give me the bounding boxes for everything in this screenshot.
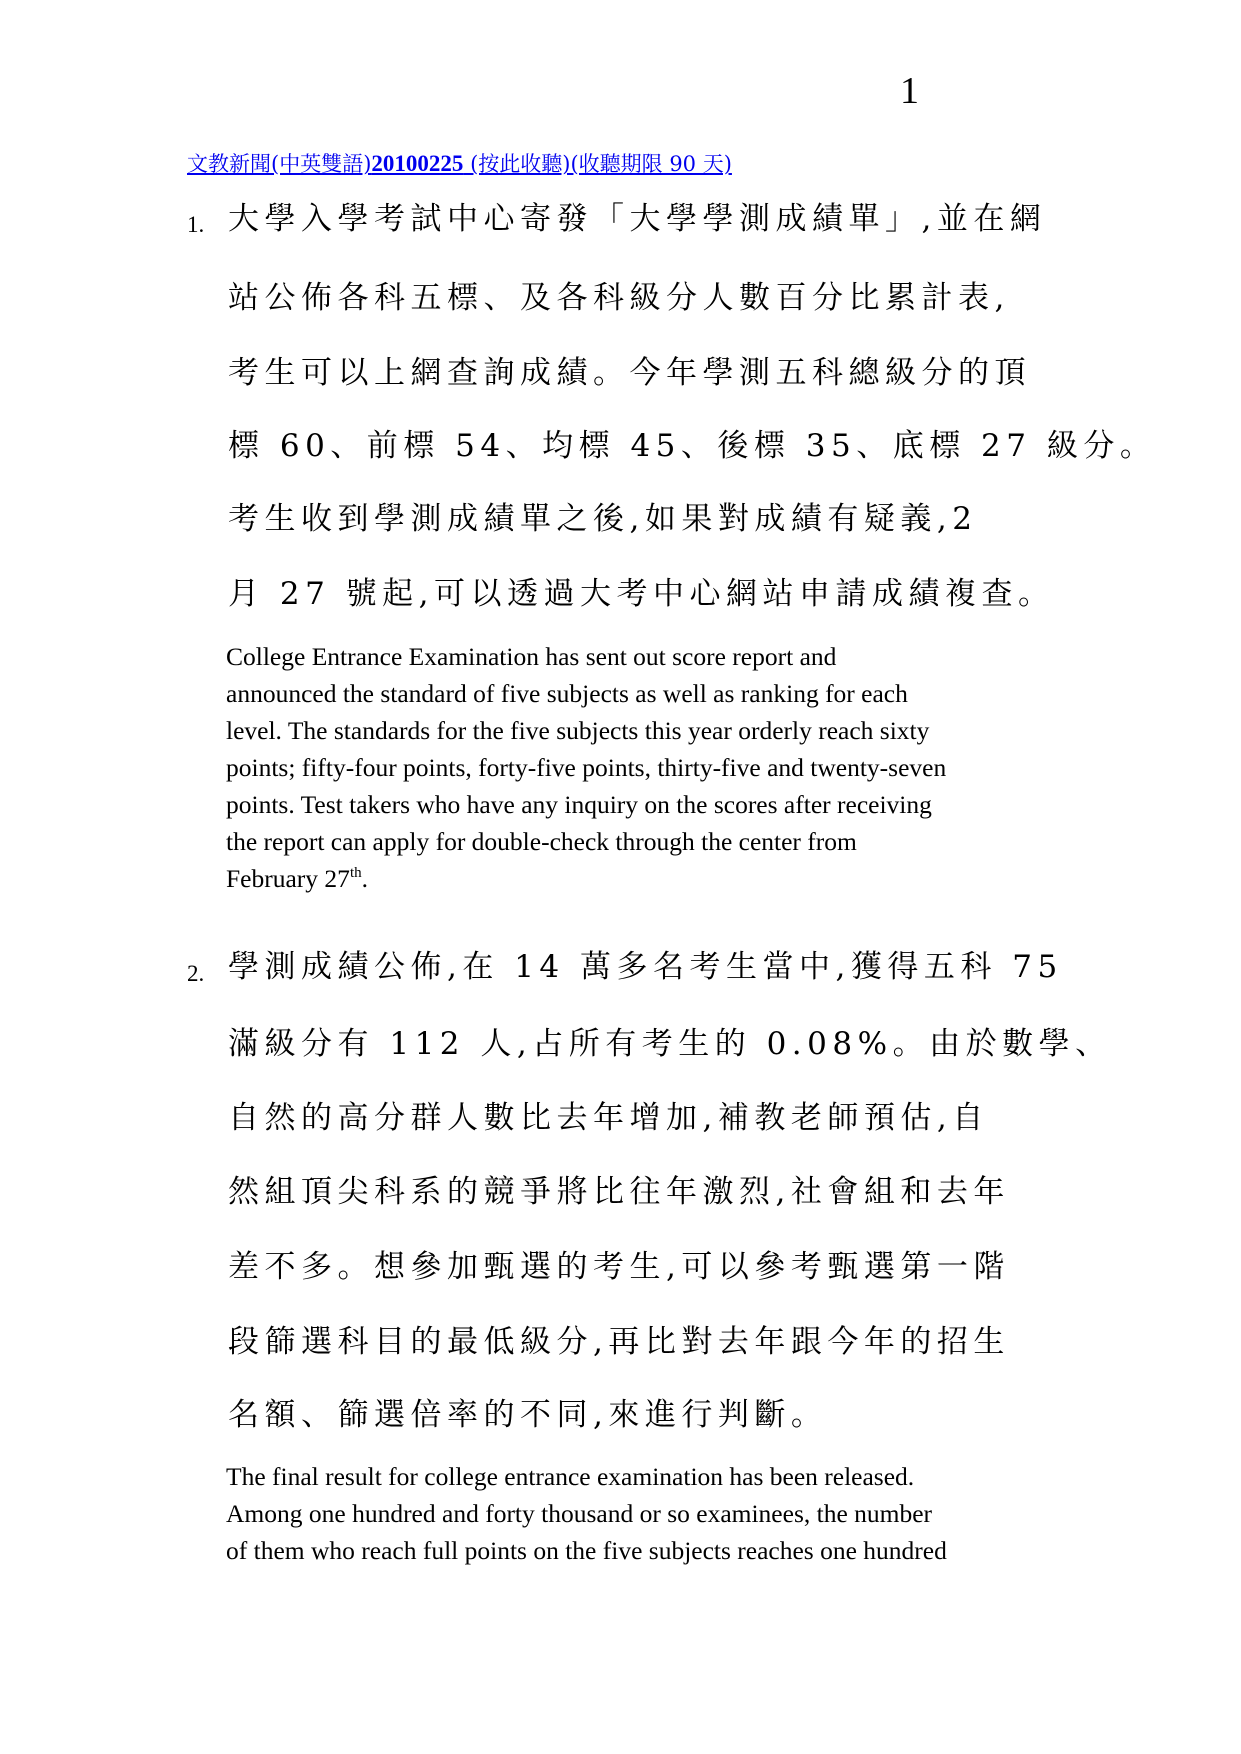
news-audio-link[interactable] bbox=[187, 150, 732, 178]
en-paragraph-line: points; fifty-four points, forty-five points, thirty-five and twenty-seven bbox=[226, 753, 947, 782]
header-link-prefix: 文教新聞(中英雙語) bbox=[187, 152, 372, 176]
zh-paragraph-line: 差不多。想參加甄選的考生,可以參考甄選第一階 bbox=[228, 1249, 1010, 1285]
en-paragraph-line: of them who reach full points on the five subjects reaches one hundred bbox=[226, 1536, 947, 1565]
en-paragraph-line: level. The standards for the five subjects this year orderly reach sixty bbox=[226, 716, 930, 745]
zh-paragraph-line: 滿級分有 112 人,占所有考生的 0.08%。由於數學、 bbox=[228, 1026, 1112, 1062]
zh-paragraph-line: 自然的高分群人數比去年增加,補教老師預估,自 bbox=[228, 1100, 989, 1136]
en-paragraph-line: points. Test takers who have any inquiry on the scores after receiving bbox=[226, 790, 932, 819]
item-number: 2. bbox=[187, 961, 205, 986]
header-link-date: 20100225 bbox=[371, 151, 464, 176]
zh-paragraph-line: 標 60、前標 54、均標 45、後標 35、底標 27 級分。 bbox=[228, 428, 1157, 464]
zh-paragraph-line: 月 27 號起,可以透過大考中心網站申請成績複查。 bbox=[228, 576, 1055, 612]
zh-paragraph-line: 學測成績公佈,在 14 萬多名考生當中,獲得五科 75 bbox=[228, 949, 1063, 985]
zh-paragraph-line: 大學入學考試中心寄發「大學學測成績單」,並在網 bbox=[228, 201, 1047, 237]
en-text: February 27 bbox=[226, 864, 350, 893]
en-text-tail: . bbox=[361, 864, 368, 893]
en-paragraph-last-line bbox=[226, 866, 1066, 892]
item-number: 1. bbox=[187, 212, 205, 237]
zh-paragraph-line: 考生可以上網查詢成績。今年學測五科總級分的頂 bbox=[228, 355, 1031, 391]
en-paragraph-line: The final result for college entrance examination has been released. bbox=[226, 1462, 915, 1491]
en-paragraph-line: College Entrance Examination has sent out score report and bbox=[226, 642, 837, 671]
zh-paragraph-line: 名額、篩選倍率的不同,來進行判斷。 bbox=[228, 1397, 828, 1433]
page-number: 1 bbox=[900, 70, 919, 112]
en-paragraph-line: announced the standard of five subjects as well as ranking for each bbox=[226, 679, 908, 708]
zh-paragraph-line: 考生收到學測成績單之後,如果對成績有疑義,2 bbox=[228, 501, 978, 537]
zh-paragraph-line: 段篩選科目的最低級分,再比對去年跟今年的招生 bbox=[228, 1324, 1010, 1360]
header-link-suffix: (按此收聽)(收聽期限 90 天) bbox=[463, 152, 732, 176]
en-paragraph-line: the report can apply for double-check through the center from bbox=[226, 827, 857, 856]
zh-paragraph-line: 然組頂尖科系的競爭將比往年激烈,社會組和去年 bbox=[228, 1174, 1010, 1210]
en-paragraph-line: Among one hundred and forty thousand or so examinees, the number bbox=[226, 1499, 933, 1528]
ordinal-suffix: th bbox=[349, 865, 362, 881]
zh-paragraph-line: 站公佈各科五標、及各科級分人數百分比累計表, bbox=[228, 280, 1010, 316]
